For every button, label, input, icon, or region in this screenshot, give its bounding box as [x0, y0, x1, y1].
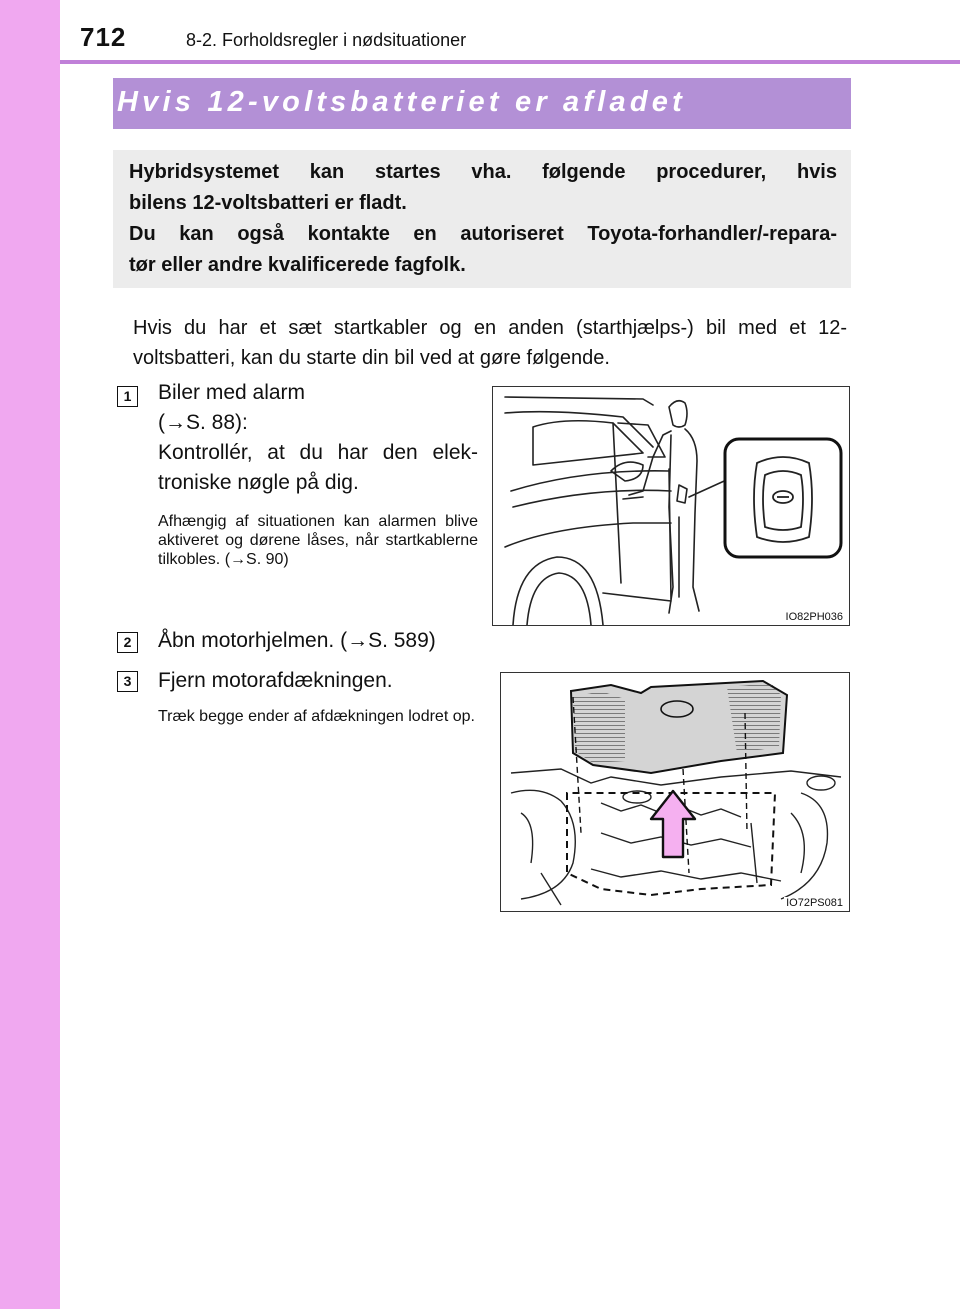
- header-rule: [60, 60, 960, 64]
- step-2-text: Åbn motorhjelmen. (→S. 589): [158, 629, 436, 652]
- side-tab-strip: [0, 0, 60, 1309]
- intro-line: Du kan også kontakte en autoriseret Toyota-forhandler/-repara-: [129, 223, 837, 245]
- chapter-heading: 8-2. Forholdsregler i nødsituationer: [186, 30, 467, 50]
- section-title: Hvis 12-voltsbatteriet er afladet: [117, 86, 686, 118]
- step-1-line: troniske nøgle på dig.: [158, 471, 359, 494]
- step-1-line: Kontrollér, at du har den elek-: [158, 441, 478, 464]
- body-paragraph: Hvis du har et sæt startkabler og en anden (starthjælps-) bil med et 12-voltsbatteri, kan du starte din bil ved at gøre følgende.: [133, 317, 847, 369]
- step-1-line: Biler med alarm: [158, 381, 306, 404]
- step-3-text: Fjern motorafdækningen.: [158, 669, 393, 692]
- intro-line: tør eller andre kvalificerede fagfolk.: [129, 254, 466, 276]
- step-1-note: Afhængig af situationen kan alarmen blive aktiveret og dørene låses, når startkablerne tilkobles. (→S. 90): [158, 513, 478, 568]
- step-1-line: (→S. 88):: [158, 411, 248, 434]
- car-door-illustration: [493, 387, 849, 625]
- intro-line: bilens 12-voltsbatteri er fladt.: [129, 192, 407, 214]
- figure-code: IO82PH036: [785, 611, 843, 623]
- step-number-3: 3: [117, 671, 138, 692]
- intro-text: [129, 157, 837, 281]
- figure-key-check: [492, 386, 850, 626]
- page-number: 712: [80, 22, 127, 52]
- step-number-2: 2: [117, 632, 138, 653]
- step-3-note: Træk begge ender af afdækningen lodret op.: [158, 708, 475, 725]
- step-number-1: 1: [117, 386, 138, 407]
- figure-engine-cover: [500, 672, 850, 912]
- figure-code: IO72PS081: [786, 897, 843, 909]
- intro-line: Hybridsystemet kan startes vha. følgende procedurer, hvis: [129, 161, 837, 183]
- engine-cover-illustration: [501, 673, 849, 911]
- step-1-text: [158, 378, 478, 498]
